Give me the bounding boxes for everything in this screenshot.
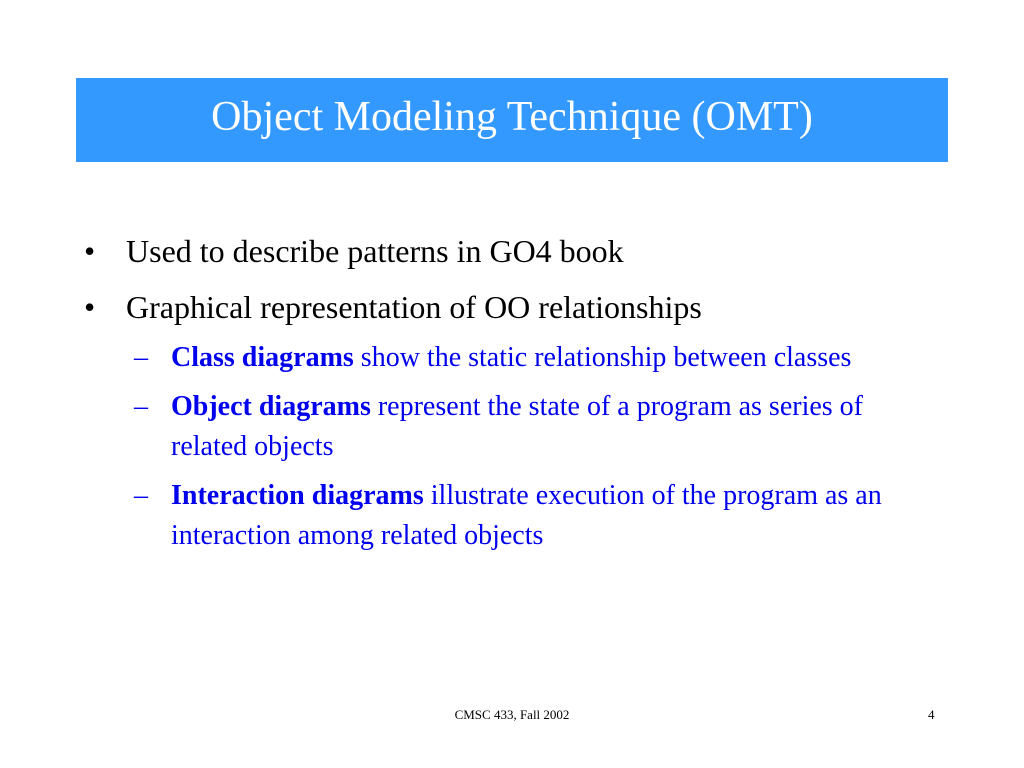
sub-bullet-marker: – bbox=[134, 480, 148, 511]
sub-bullet-term: Interaction diagrams bbox=[171, 480, 424, 511]
sub-bullet-text: show the static relationship between classes bbox=[353, 342, 852, 373]
sub-bullet-marker: – bbox=[134, 342, 148, 373]
sub-bullet-term: Class diagrams bbox=[171, 342, 354, 373]
bullet-list bbox=[84, 232, 924, 565]
sub-bullet-text: represent the state of a program as series of related objects bbox=[171, 391, 863, 462]
sub-bullet-item bbox=[84, 338, 919, 378]
sub-bullet-item bbox=[84, 476, 919, 556]
footer-course: CMSC 433, Fall 2002 bbox=[454, 707, 570, 722]
bullet-text: Used to describe patterns in GO4 book bbox=[126, 233, 624, 269]
title-bar bbox=[76, 78, 948, 162]
sub-bullet-item bbox=[84, 387, 919, 467]
sub-bullet-marker: – bbox=[134, 391, 148, 422]
bullet-marker: • bbox=[84, 233, 96, 269]
sub-bullet-text: illustrate execution of the program as an interaction among related objects bbox=[171, 480, 882, 551]
slide-title: Object Modeling Technique (OMT) bbox=[211, 94, 813, 140]
bullet-text: Graphical representation of OO relationships bbox=[126, 289, 702, 325]
bullet-marker: • bbox=[84, 289, 96, 325]
bullet-item bbox=[84, 288, 924, 326]
page-number: 4 bbox=[928, 707, 935, 722]
sub-bullet-list bbox=[84, 338, 924, 556]
bullet-item bbox=[84, 232, 924, 270]
sub-bullet-term: Object diagrams bbox=[171, 391, 371, 422]
